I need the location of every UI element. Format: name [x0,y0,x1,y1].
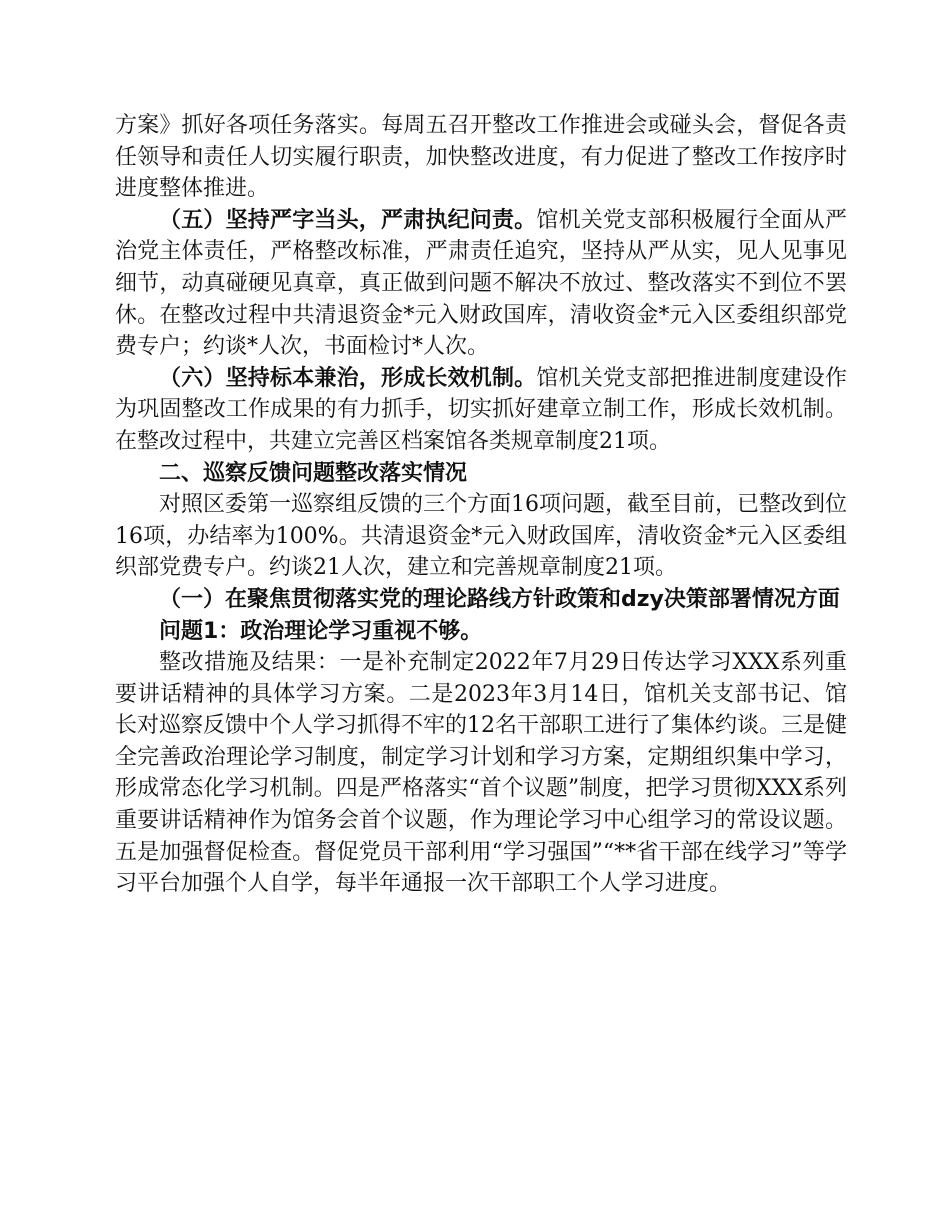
heading-subsection-one: （一）在聚焦贯彻落实党的理论路线方针政策和dzy决策部署情况方面 [159,586,840,612]
paragraph-continuation: 方案》抓好各项任务落实。每周五召开整改工作推进会或碰头会，督促各责任领导和责任人切实履行职责，加快整改进度，有力促进了整改工作按序时进度整体推进。 [115,113,847,202]
paragraph-section-six [115,363,847,458]
section-six-body: 馆机关党支部把推进制度建设作为巩固整改工作成果的有力抓手，切实抓好建章立制工作，形成长效机制。在整改过程中，共建立完善区档案馆各类规章制度21项。 [115,365,847,454]
heading-problem-one: 问题1：政治理论学习重视不够。 [159,618,483,644]
paragraph-section-five [115,205,847,363]
paragraph-measures: 整改措施及结果：一是补充制定2022年7月29日传达学习XXX系列重要讲话精神的具体学习方案。二是2023年3月14日，馆机关支部书记、馆长对巡察反馈中个人学习抓得不牢的12名干部职工进行了集体约谈。三是健全完善政治理论学习制度，制定学习计划和学习方案，定期组织集中学习，形成常态化学习机制。四是严格落实“首个议题”制度，把学习贯彻XXX系列重要讲话精神作为馆务会首个议题，作为理论学习中心组学习的常设议题。五是加强督促检查。督促党员干部利用“学习强国”“**省干部在线学习”等学习平台加强个人自学，每半年通报一次干部职工个人学习进度。 [115,650,847,897]
section-five-body: 馆机关党支部积极履行全面从严治党主体责任，严格整改标准，严肃责任追究，坚持从严从实，见人见事见细节，动真碰硬见真章，真正做到问题不解决不放过、整改落实不到位不罢休。在整改过程中共清退资金*元入财政国库，清收资金*元入区委组织部党费专户；约谈*人次，书面检讨*人次。 [115,207,847,360]
document-body [115,110,847,900]
section-five-title: （五）坚持严字当头，严肃执纪问责。 [159,207,537,233]
section-six-title: （六）坚持标本兼治，形成长效机制。 [159,365,537,391]
paragraph-summary: 对照区委第一巡察组反馈的三个方面16项问题，截至目前，已整改到位16项，办结率为100%。共清退资金*元入财政国库，清收资金*元入区委组织部党费专户。约谈21人次，建立和完善规章制度21项。 [115,492,847,581]
heading-part-two: 二、巡察反馈问题整改落实情况 [159,460,468,486]
